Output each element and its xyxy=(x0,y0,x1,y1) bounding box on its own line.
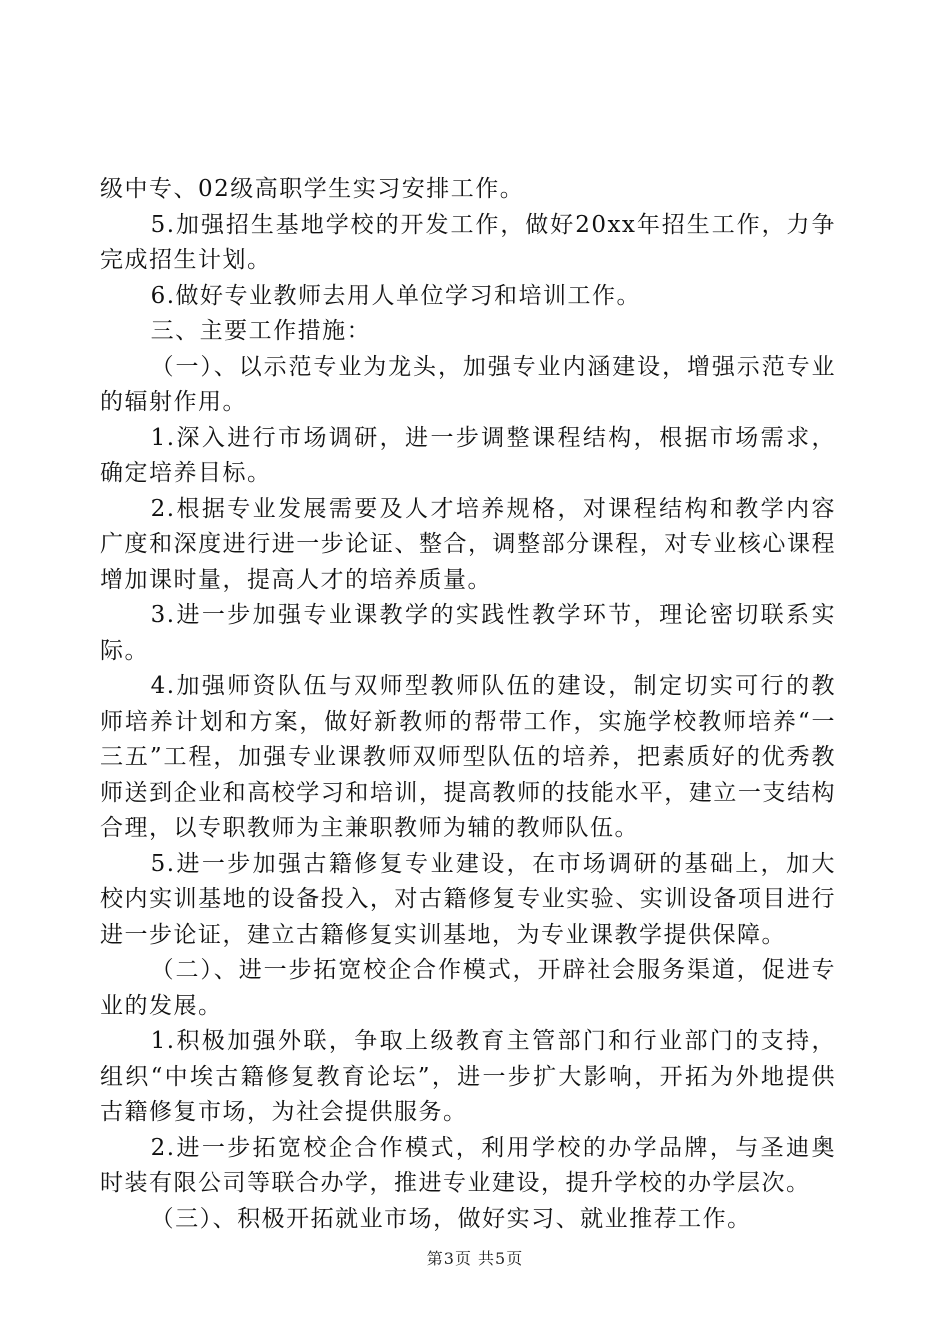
subsection-heading-3: （三）、积极开拓就业市场，做好实习、就业推荐工作。 xyxy=(150,1205,752,1232)
paragraph-item-1-market-research: 1.深入进行市场调研，进一步调整课程结构，根据市场需求，确定培养目标。 xyxy=(100,424,836,486)
paragraph-item-1-outreach: 1.积极加强外联，争取上级教育主管部门和行业部门的支持，组织“中埃古籍修复教育论坛”，进一步扩大影响，开拓为外地提供古籍修复市场，为社会提供服务。 xyxy=(100,1028,836,1125)
subsection-heading-1: （一）、以示范专业为龙头，加强专业内涵建设，增强示范专业的辐射作用。 xyxy=(100,353,836,415)
subsection-heading-2: （二）、进一步拓宽校企合作模式，开辟社会服务渠道，促进专业的发展。 xyxy=(100,957,836,1019)
document-body xyxy=(100,172,836,1237)
paragraph-item-5-restoration: 5.进一步加强古籍修复专业建设，在市场调研的基础上，加大校内实训基地的设备投入，对古籍修复专业实验、实训设备项目进行进一步论证，建立古籍修复实训基地，为专业课教学提供保障。 xyxy=(100,850,836,948)
paragraph-item-2-cooperation: 2.进一步拓宽校企合作模式，利用学校的办学品牌，与圣迪奥时装有限公司等联合办学，推进专业建设，提升学校的办学层次。 xyxy=(100,1134,836,1196)
paragraph-item-6-teacher-training: 6.做好专业教师去用人单位学习和培训工作。 xyxy=(150,282,642,309)
section-heading-main-measures: 三、主要工作措施： xyxy=(150,318,372,344)
paragraph-item-4-faculty: 4.加强师资队伍与双师型教师队伍的建设，制定切实可行的教师培养计划和方案，做好新教师的帮带工作，实施学校教师培养“一三五”工程，加强专业课教师双师型队伍的培养，把素质好的优秀教师送到企业和高校学习和培训，提高教师的技能水平，建立一支结构合理，以专职教师为主兼职教师为辅的教师队伍。 xyxy=(100,673,836,841)
page-number-footer: 第3页 共5页 xyxy=(426,1249,524,1268)
paragraph-item-5-enrollment: 5.加强招生基地学校的开发工作，做好20xx年招生工作，力争完成招生计划。 xyxy=(100,211,836,273)
paragraph-item-3-practice: 3.进一步加强专业课教学的实践性教学环节，理论密切联系实际。 xyxy=(100,602,836,664)
paragraph-item-2-curriculum: 2.根据专业发展需要及人才培养规格，对课程结构和教学内容广度和深度进行进一步论证、整合，调整部分课程，对专业核心课程增加课时量，提高人才的培养质量。 xyxy=(100,495,836,593)
paragraph-continuation: 级中专、02级高职学生实习安排工作。 xyxy=(100,176,525,202)
